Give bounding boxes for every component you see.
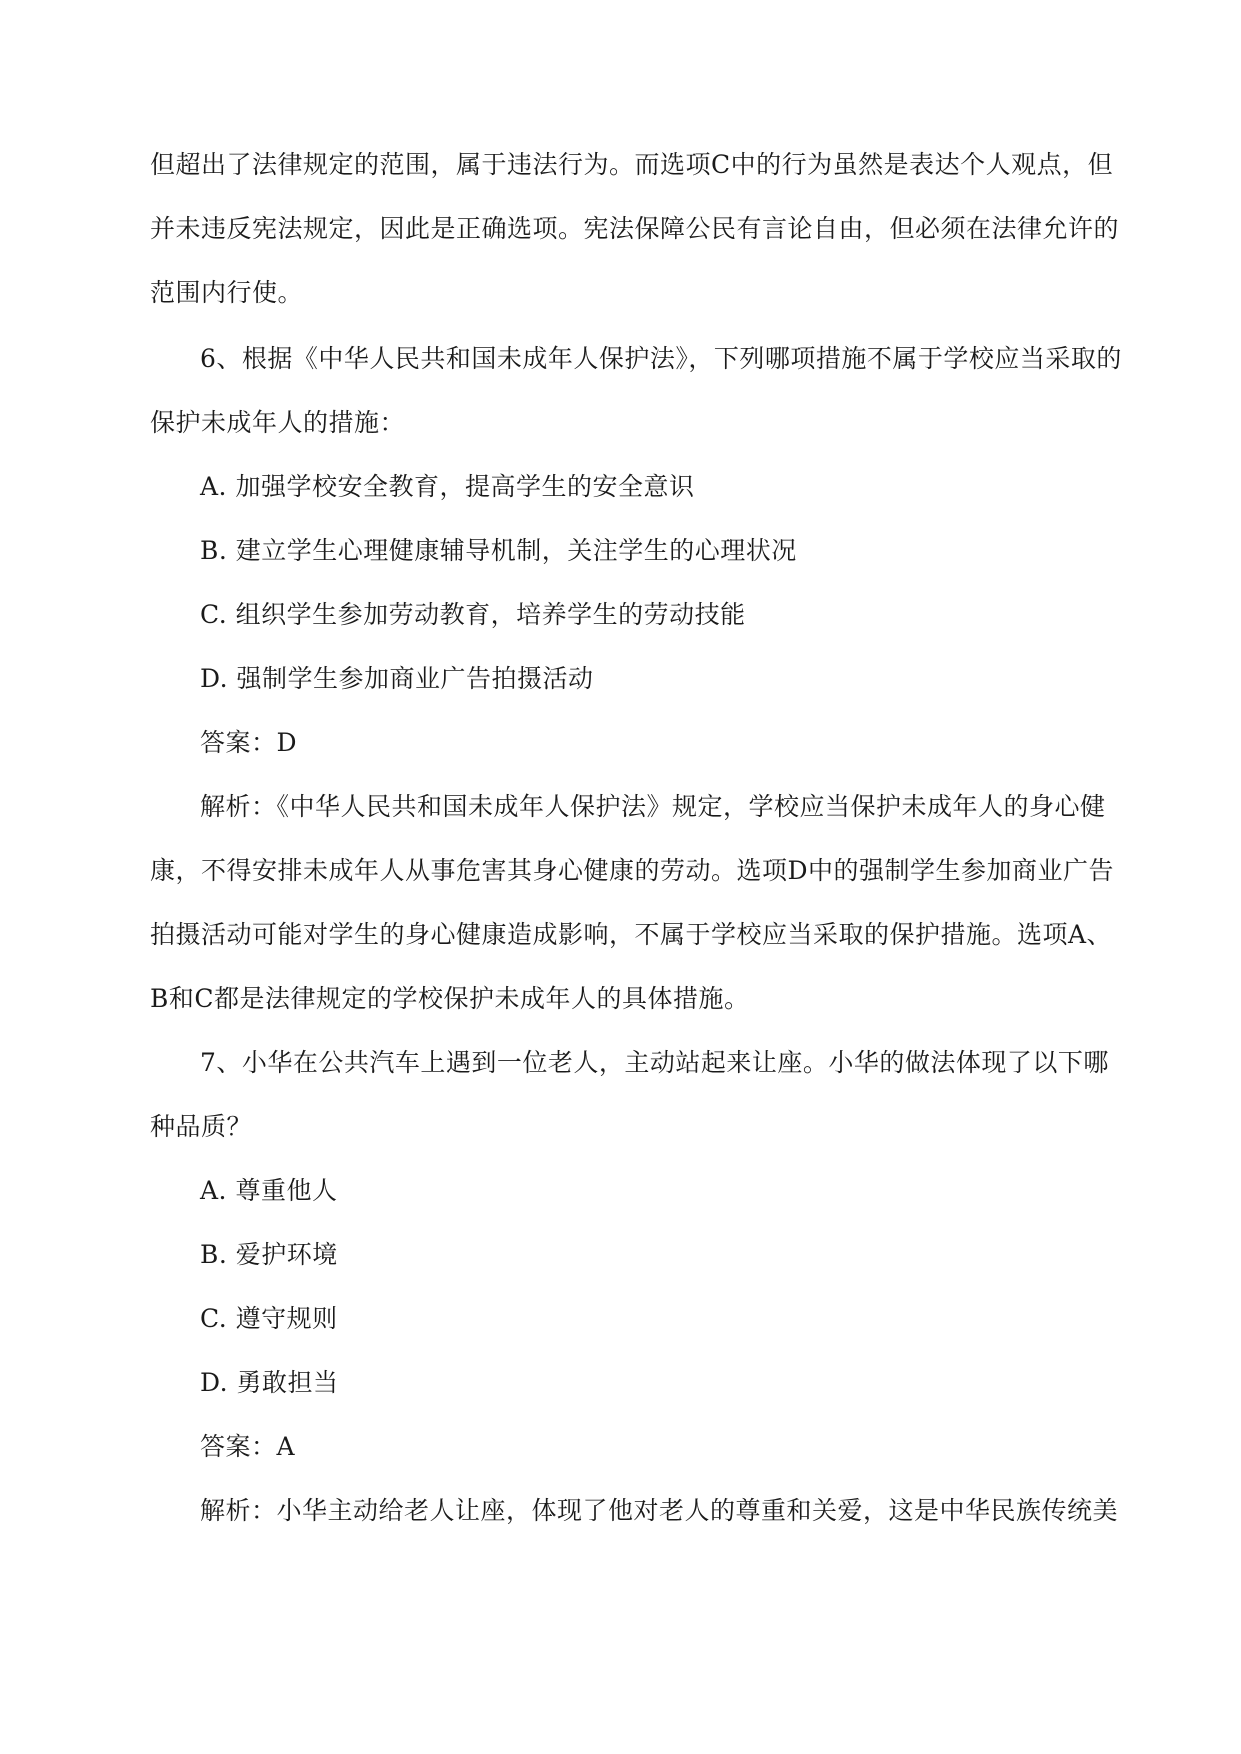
q7-option-b: B. 爱护环境	[200, 1240, 338, 1269]
q6-option-b: B. 建立学生心理健康辅导机制，关注学生的心理状况	[200, 536, 797, 565]
q6-answer: 答案：D	[200, 728, 298, 757]
analysis-5-line-3: 范围内行使。	[150, 278, 304, 307]
q6-analysis-line-2: 康，不得安排未成年人从事危害其身心健康的劳动。选项D中的强制学生参加商业广告	[150, 856, 1115, 885]
analysis-5-line-1: 但超出了法律规定的范围，属于违法行为。而选项C中的行为虽然是表达个人观点，但	[150, 150, 1114, 179]
q7-option-c: C. 遵守规则	[200, 1304, 338, 1333]
q6-analysis-line-3: 拍摄活动可能对学生的身心健康造成影响，不属于学校应当采取的保护措施。选项A、	[150, 920, 1113, 949]
q6-option-c: C. 组织学生参加劳动教育，培养学生的劳动技能	[200, 600, 746, 629]
q7-answer: 答案：A	[200, 1432, 296, 1461]
q7-option-a: A. 尊重他人	[200, 1176, 338, 1205]
q6-option-a: A. 加强学校安全教育，提高学生的安全意识	[200, 472, 695, 501]
question-7-line-2: 种品质？	[150, 1112, 253, 1141]
q6-analysis-line-1: 解析：《中华人民共和国未成年人保护法》规定，学校应当保护未成年人的身心健	[200, 792, 1106, 821]
question-7-line-1: 7、小华在公共汽车上遇到一位老人，主动站起来让座。小华的做法体现了以下哪	[200, 1048, 1109, 1077]
q7-analysis-line-1: 解析：小华主动给老人让座，体现了他对老人的尊重和关爱，这是中华民族传统美	[200, 1496, 1119, 1525]
analysis-5-line-2: 并未违反宪法规定，因此是正确选项。宪法保障公民有言论自由，但必须在法律允许的	[150, 214, 1120, 243]
q6-option-d: D. 强制学生参加商业广告拍摄活动	[200, 664, 594, 693]
question-6-line-1: 6、根据《中华人民共和国未成年人保护法》，下列哪项措施不属于学校应当采取的	[200, 344, 1122, 373]
q6-analysis-line-4: B和C都是法律规定的学校保护未成年人的具体措施。	[150, 984, 750, 1013]
q7-option-d: D. 勇敢担当	[200, 1368, 339, 1397]
question-6-line-2: 保护未成年人的措施：	[150, 408, 406, 437]
